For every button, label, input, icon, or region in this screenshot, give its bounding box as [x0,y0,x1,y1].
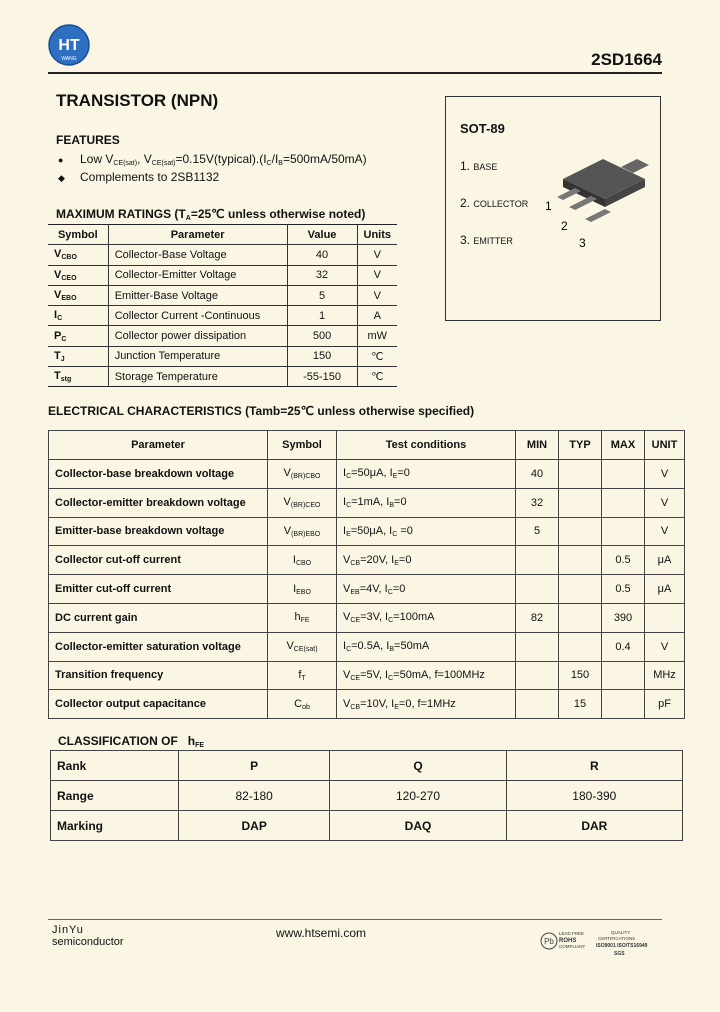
min-cell: 32 [516,488,559,517]
table-header-row [49,431,685,460]
condition-cell: $V_{CE}=5V$, $I_C=50mA$, f=100MHz [337,661,516,690]
pin-2-label: 2. COLLECTOR [460,196,529,210]
value-cell: 5 [287,285,357,305]
symbol-cell: $h_{FE}$ [268,603,337,632]
value-cell: -55-150 [287,367,357,387]
table-row [49,575,685,604]
symbol-cell: $f_T$ [268,661,337,690]
symbol-cell: $T_J$ [54,349,65,363]
min-cell [516,661,559,690]
max-ratings-heading: MAXIMUM RATINGS ($T_A=25℃$ unless otherwise noted) [56,207,366,222]
typ-cell: 15 [559,690,602,719]
classification-table [50,750,683,841]
pin-number-1: 1 [545,199,552,213]
table-row [49,603,685,632]
table-header-row [48,225,397,245]
table-header: Test conditions [337,431,516,460]
max-cell [602,661,645,690]
marking-cell: DAP [179,811,330,841]
unit-cell: V [357,245,397,265]
symbol-cell: $V_{CEO}$ [54,268,77,282]
table-header: Units [357,225,397,245]
parameter-cell: Collector-emitter saturation voltage [49,632,268,661]
symbol-cell: $V_{CBO}$ [54,248,77,262]
typ-cell [559,632,602,661]
table-header: TYP [559,431,602,460]
part-number: 2SD1664 [591,50,662,69]
package-name: SOT-89 [460,121,505,136]
parameter-cell: Collector-base breakdown voltage [49,460,268,489]
min-cell [516,575,559,604]
table-row [49,488,685,517]
unit-cell: ℃ [357,367,397,387]
rank-cell: Q [330,751,506,781]
parameter-cell: Collector-Base Voltage [108,245,287,265]
min-cell [516,632,559,661]
unit-cell: V [645,632,685,661]
logo-text: HT [58,37,80,54]
cert-compliant: COMPLIANT [559,944,586,949]
table-header: Parameter [49,431,268,460]
typ-cell [559,517,602,546]
diamond-bullet-icon: ◆ [58,173,65,183]
table-row [49,661,685,690]
feature-item-2: ◆ Complements to 2SB1132 [58,170,220,184]
symbol-cell: $C_{ob}$ [268,690,337,719]
max-cell [602,690,645,719]
logo-subtext: WANG [61,56,77,62]
row-label: Marking [51,811,179,841]
unit-cell: A [357,306,397,326]
rank-cell: P [179,751,330,781]
symbol-cell: $T_{stg}$ [54,370,72,384]
table-row [49,517,685,546]
unit-cell: pF [645,690,685,719]
unit-cell: μA [645,546,685,575]
cert-rohs: ROHS [559,938,577,944]
value-cell: 500 [287,326,357,346]
parameter-cell: Emitter-Base Voltage [108,285,287,305]
symbol-cell: $P_C$ [54,329,67,343]
cert-sgs: SGS [614,951,625,957]
min-cell [516,546,559,575]
max-cell: 0.5 [602,546,645,575]
range-cell: 82-180 [179,781,330,811]
unit-cell: MHz [645,661,685,690]
electrical-table [48,430,685,719]
max-cell [602,517,645,546]
symbol-cell: $I_{EBO}$ [268,575,337,604]
cert-quality: QUALITY [611,930,631,935]
typ-cell [559,488,602,517]
typ-cell: 150 [559,661,602,690]
symbol-cell: $V_{(BR)CEO}$ [268,488,337,517]
classification-heading: CLASSIFICATION OF $h_{FE}$ [58,734,205,749]
table-row [51,751,683,781]
unit-cell: V [645,460,685,489]
table-header: Symbol [268,431,337,460]
condition-cell: $I_E=50\mu A$, $I_C =0$ [337,517,516,546]
package-box [445,96,661,321]
parameter-cell: Collector power dissipation [108,326,287,346]
value-cell: 32 [287,265,357,285]
table-header: MAX [602,431,645,460]
company-name-line2: semiconductor [52,936,124,948]
max-cell: 0.4 [602,632,645,661]
table-row [48,346,397,366]
parameter-cell: Emitter-base breakdown voltage [49,517,268,546]
parameter-cell: Junction Temperature [108,346,287,366]
company-name-line1: JinYu [52,924,84,936]
page-title: TRANSISTOR (NPN) [56,91,219,110]
parameter-cell: Storage Temperature [108,367,287,387]
range-cell: 180-390 [506,781,682,811]
table-header: Value [287,225,357,245]
min-cell: 5 [516,517,559,546]
symbol-cell: $V_{(BR)CBO}$ [268,460,337,489]
parameter-cell: Collector-emitter breakdown voltage [49,488,268,517]
parameter-cell: DC current gain [49,603,268,632]
rank-cell: R [506,751,682,781]
row-label: Rank [51,751,179,781]
electrical-heading: ELECTRICAL CHARACTERISTICS (Tamb=25℃ unless otherwise specified) [48,404,475,418]
table-row [49,632,685,661]
symbol-cell: $I_{CBO}$ [268,546,337,575]
cert-lead-free: LEAD FREE [559,931,585,936]
parameter-cell: Emitter cut-off current [49,575,268,604]
row-label: Range [51,781,179,811]
unit-cell: V [645,488,685,517]
table-header: Parameter [108,225,287,245]
parameter-cell: Collector-Emitter Voltage [108,265,287,285]
company-logo [48,24,90,66]
marking-cell: DAR [506,811,682,841]
table-row [48,265,397,285]
parameter-cell: Transition frequency [49,661,268,690]
condition-cell: $V_{EB}=4V$, $I_C=0$ [337,575,516,604]
value-cell: 1 [287,306,357,326]
parameter-cell: Collector output capacitance [49,690,268,719]
website-link[interactable]: www.htsemi.com [276,926,367,940]
table-row [48,367,397,387]
certification-badges [538,928,668,962]
pin-1-label: 1. BASE [460,159,498,173]
table-row [48,326,397,346]
features-heading: FEATURES [56,133,120,147]
table-row [51,781,683,811]
max-cell [602,460,645,489]
min-cell: 82 [516,603,559,632]
value-cell: 40 [287,245,357,265]
footer-divider [48,919,662,920]
table-row [49,460,685,489]
max-cell [602,488,645,517]
value-cell: 150 [287,346,357,366]
parameter-cell: Collector Current -Continuous [108,306,287,326]
table-row [49,690,685,719]
table-row [48,245,397,265]
symbol-cell: $V_{CE(sat)}$ [268,632,337,661]
typ-cell [559,546,602,575]
typ-cell [559,460,602,489]
table-row [51,811,683,841]
parameter-cell: Collector cut-off current [49,546,268,575]
cert-certifications: CERTIFICATIONS [598,936,636,941]
max-cell: 390 [602,603,645,632]
max-cell: 0.5 [602,575,645,604]
pin-number-3: 3 [579,236,586,249]
unit-cell: ℃ [357,346,397,366]
condition-cell: $I_C=1mA$, $I_B=0$ [337,488,516,517]
table-header: UNIT [645,431,685,460]
range-cell: 120-270 [330,781,506,811]
typ-cell [559,603,602,632]
sot89-package-drawing [541,149,659,249]
table-row [48,285,397,305]
table-row [49,546,685,575]
header-divider [48,72,662,74]
condition-cell: $V_{CB}=10V$, $I_E=0$, f=1MHz [337,690,516,719]
symbol-cell: $V_{(BR)EBO}$ [268,517,337,546]
typ-cell [559,575,602,604]
min-cell [516,690,559,719]
table-header: Symbol [57,228,98,241]
unit-cell: mW [357,326,397,346]
condition-cell: $V_{CB}=20V$, $I_E=0$ [337,546,516,575]
unit-cell: μA [645,575,685,604]
feature-item-1: ● Low $V_{CE(sat)}$, $V_{CE(sat)}=0.15V(typical).(I_C/I_B=500mA/50mA)$ [58,152,367,167]
condition-cell: $I_C=50\mu A$, $I_E=0$ [337,460,516,489]
svg-text:Pb: Pb [544,937,554,946]
symbol-cell: $V_{EBO}$ [54,289,77,303]
unit-cell: V [357,265,397,285]
symbol-cell: $I_C$ [54,309,63,323]
condition-cell: $I_C=0.5A$, $I_B=50mA$ [337,632,516,661]
marking-cell: DAQ [330,811,506,841]
table-header: MIN [516,431,559,460]
max-ratings-table [48,224,397,387]
unit-cell: V [357,285,397,305]
table-row [48,306,397,326]
unit-cell: V [645,517,685,546]
min-cell: 40 [516,460,559,489]
pin-number-2: 2 [561,219,568,233]
condition-cell: $V_{CE}=3V$, $I_C=100mA$ [337,603,516,632]
bullet-icon: ● [58,155,64,165]
unit-cell [645,603,685,632]
cert-iso: ISO9001 ISO/TS16949 [596,943,648,949]
pin-3-label: 3. EMITTER [460,233,513,247]
